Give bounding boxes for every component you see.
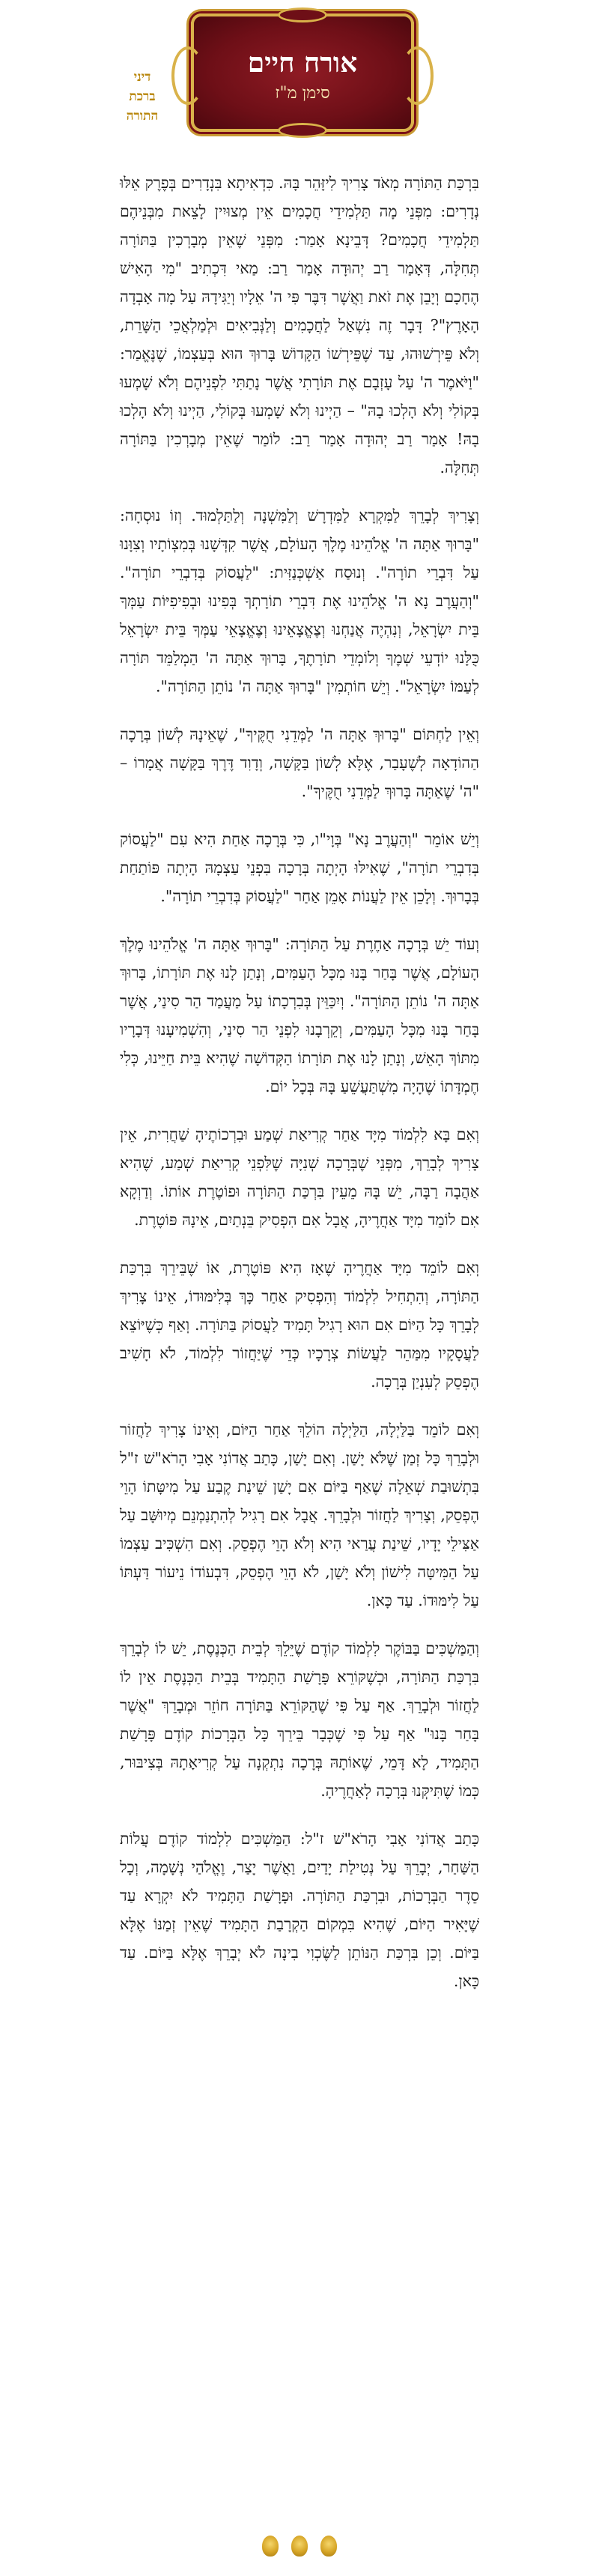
banner-ornament-top [278,7,327,22]
paragraph: בִּרְכַּת הַתּוֹרָה מְאֹד צָרִיךְ לִיזָּהֵר בָּהּ. כִּדְאִיתָא בִּנְדָרִים בְּפֶרֶק אֵלּוּ נְדָרִים: מִפְּנֵי מָה תַּלְמִידֵי חֲכָמִים אֵין מְצוּיִין לָצֵאת מִבְּנֵיהֶם תַּלְמִידֵי חֲכָמִים? דְּבֵינָא אָמַר: מִפְּנֵי שֶׁאֵין מְבָרְכִין בַּתּוֹרָה תְּחִלָּה, דְּאָמַר רַב יְהוּדָה אָמַר רַב: מַאי דִּכְתִיב "מִי הָאִישׁ הֶחָכָם וְיָבֵן אֶת זֹאת וַאֲשֶׁר דִּבֶּר פִּי ה' אֵלָיו וְיַגִּידָהּ עַל מָה אָבְדָה הָאָרֶץ"? דָּבָר זֶה נִשְׁאַל לַחֲכָמִים וְלַנְּבִיאִים וּלְמַלְאֲכֵי הַשָּׁרֵת, וְלֹא פֵּירְשׁוּהוּ, עַד שֶׁפֵּירְשׁוֹ הַקָּדוֹשׁ בָּרוּךְ הוּא בְּעַצְמוֹ, שֶׁנֶּאֱמַר: "וַיֹּאמֶר ה' עַל עָזְבָם אֶת תּוֹרָתִי אֲשֶׁר נָתַתִּי לִפְנֵיהֶם וְלֹא שָׁמְעוּ בְּקוֹלִי וְלֹא הָלְכוּ בָהּ" – הַיְינוּ וְלֹא שָׁמְעוּ בְּקוֹלִי, הַיְינוּ וְלֹא הָלְכוּ בָהּ! אָמַר רַב יְהוּדָה אָמַר רַב: לוֹמַר שֶׁאֵין מְבָרְכִין בַּתּוֹרָה תְּחִלָּה. [120,174,479,477]
section-label-line: התורה [126,109,159,124]
banner-ornament-bottom [278,123,327,138]
section-label-line: ברכת [129,89,156,104]
paragraph: וְאִם לוֹמֵד מִיָּד אַחֲרֶיהָ שֶׁאָז הִיא פּוֹטֶרֶת, אוֹ שֶׁבֵּירֵךְ בִּרְכַּת הַתּוֹרָה, וְהִתְחִיל לִלְמוֹד וְהִפְסִיק אַחַר כָּךְ בְּלִימּוּדוֹ, אֵינוֹ צָרִיךְ לְבָרֵךְ כָּל הַיּוֹם אִם הוּא רָגִיל תָּמִיד לַעֲסוֹק בַּתּוֹרָה. וְאַף כְּשֶׁיּוֹצֵא לַעֲסָקָיו מִמַּהֵר לַעֲשׂוֹת צְרָכָיו כְּדֵי שֶׁיַּחֲזוֹר לִלְמוֹד, לֹא חָשִׁיב הֶפְסֵק לְעִנְיַן בְּרָכָה. [120,1259,479,1391]
main-text [120,169,479,2015]
page-title: אורח חיים [247,47,358,79]
paragraph: וְצָרִיךְ לְבָרֵךְ לַמִּקְרָא לַמִּדְרָשׁ וְלַמִּשְׁנָה וְלַתַּלְמוּד. וְזוֹ נוּסְחָה: "בָּרוּךְ אַתָּה ה' אֱלֹהֵינוּ מֶלֶךְ הָעוֹלָם, אֲשֶׁר קִדְּשָׁנוּ בְּמִצְוֹתָיו וְצִוָּנוּ עַל דִּבְרֵי תוֹרָה". וְנוּסַח אַשְׁכְּנַזִּית: "לַעֲסוֹק בְּדִבְרֵי תוֹרָה". "וְהַעֲרֶב נָא ה' אֱלֹהֵינוּ אֶת דִּבְרֵי תוֹרָתְךָ בְּפִינוּ וּבְפִיפִיּוֹת עַמְּךָ בֵּית יִשְׂרָאֵל, וְנִהְיֶה אֲנַחְנוּ וְצֶאֱצָאֵינוּ וְצֶאֱצָאֵי עַמְּךָ בֵּית יִשְׂרָאֵל כֻּלָּנוּ יוֹדְעֵי שְׁמֶךָ וְלוֹמְדֵי תוֹרָתֶךָ, בָּרוּךְ אַתָּה ה' הַמְלַמֵּד תּוֹרָה לְעַמּוֹ יִשְׂרָאֵל". וְיֵשׁ חוֹתְמִין "בָּרוּךְ אַתָּה ה' נוֹתֵן הַתּוֹרָה". [120,507,479,695]
page-header [0,0,599,172]
section-label [112,67,172,126]
paragraph: כָּתַב אֲדוֹנִי אָבִי הָרֹא"שׁ ז"ל: הַמַּשְׁכִּים לִלְמוֹד קוֹדֶם עֲלוֹת הַשַּׁחַר, יְבָרֵךְ עַל נְטִילַת יָדַיִם, וַאֲשֶׁר יָצַר, וֶאֱלֹהַי נְשָׁמָה, וְכָל סֵדֶר הַבְּרָכוֹת, וּבִרְכַּת הַתּוֹרָה. וּפָרָשַׁת הַתָּמִיד לֹא יִקְרָא עַד שֶׁיָּאִיר הַיּוֹם, שֶׁהִיא בִּמְקוֹם הַקְרָבַת הַתָּמִיד שֶׁאֵין זְמַנּוֹ אֶלָּא בַּיּוֹם. וְכֵן בִּרְכַּת הַנּוֹתֵן לַשֶּׂכְוִי בִינָה לֹא יְבָרֵךְ אֶלָּא בַּיּוֹם. עַד כָּאן. [120,1830,479,1990]
paragraph: וְעוֹד יֵשׁ בְּרָכָה אַחֶרֶת עַל הַתּוֹרָה: "בָּרוּךְ אַתָּה ה' אֱלֹהֵינוּ מֶלֶךְ הָעוֹלָם, אֲשֶׁר בָּחַר בָּנוּ מִכָּל הָעַמִּים, וְנָתַן לָנוּ אֶת תּוֹרָתוֹ, בָּרוּךְ אַתָּה ה' נוֹתֵן הַתּוֹרָה". וְיִכַּוֵּין בְּבִרְכָתוֹ עַל מַעֲמַד הַר סִינַי, אֲשֶׁר בָּחַר בָּנוּ מִכָּל הָעַמִּים, וְקֵרְבָנוּ לִפְנֵי הַר סִינַי, וְהִשְׁמִיעָנוּ דְּבָרָיו מִתּוֹךְ הָאֵשׁ, וְנָתַן לָנוּ אֶת תּוֹרָתוֹ הַקְּדוֹשָׁה שֶׁהִיא בֵּית חַיֵּינוּ, כְּלִי חֶמְדָּתוֹ שֶׁהָיָה מִשְׁתַּעֲשֵׁעַ בָּהּ בְּכָל יוֹם. [120,935,479,1095]
paragraph: וְאִם לוֹמֵד בַּלַּיְלָה, הַלַּיְלָה הוֹלֵךְ אַחַר הַיּוֹם, וְאֵינוֹ צָרִיךְ לַחֲזוֹר וּלְבָרֵךְ כָּל זְמַן שֶׁלֹּא יָשַׁן. וְאִם יָשַׁן, כָּתַב אֲדוֹנִי אָבִי הָרֹא"שׁ ז"ל בִּתְשׁוּבַת שְׁאֵלָה שֶׁאַף בַּיּוֹם אִם יָשַׁן שֵׁינַת קֶבַע עַל מִיטָּתוֹ הָוֵי הֶפְסֵק, וְצָרִיךְ לַחֲזוֹר וּלְבָרֵךְ. אֲבָל אִם רָגִיל לְהִתְנַמְנֵם מְיוּשָּׁב עַל אַצִּילֵי יָדָיו, שֵׁינַת עֲרַאי הִיא וְלֹא הָוֵי הֶפְסֵק. וְאִם הִשְׁכִּיב עַצְמוֹ עַל הַמִּיטָּה לִישׁוֹן וְלֹא יָשַׁן, לֹא הָוֵי הֶפְסֵק, דִּבְעוֹדוֹ נֵיעוֹר דַּעְתּוֹ עַל לִימּוּדוֹ. עַד כָּאן. [120,1421,479,1609]
gold-ornament-icon [262,2536,279,2557]
paragraph: וְאִם בָּא לִלְמוֹד מִיָּד אַחַר קְרִיאַת שְׁמַע וּבִרְכוֹתֶיהָ שַׁחֲרִית, אֵין צָרִיךְ לְבָרֵךְ, מִפְּנֵי שֶׁבְּרָכָה שְׁנִיָּה שֶׁלִּפְנֵי קְרִיאַת שְׁמַע, שֶׁהִיא אַהֲבָה רַבָּה, יֵשׁ בָּהּ מֵעֵין בִּרְכַּת הַתּוֹרָה וּפוֹטֶרֶת אוֹתוֹ. וְדַוְקָא אִם לוֹמֵד מִיָּד אַחֲרֶיהָ, אֲבָל אִם הִפְסִיק בֵּנְתַיִם, אֵינָהּ פּוֹטֶרֶת. [120,1125,479,1229]
gold-ornament-icon [291,2536,308,2557]
page-subtitle: סימן מ"ז [275,84,330,103]
title-banner [191,13,414,132]
paragraph: וְיֵשׁ אוֹמֵר "וְהַעֲרֶב נָא" בְּוָי"ו, כִּי בְּרָכָה אַחַת הִיא עִם "לַעֲסוֹק בְּדִבְרֵי תוֹרָה", שֶׁאִילּוּ הָיְתָה בְּרָכָה בִּפְנֵי עַצְמָהּ הָיְתָה פּוֹתַחַת בְּבָרוּךְ. וְלָכֵן אֵין לַעֲנוֹת אָמֵן אַחַר "לַעֲסוֹק בְּדִבְרֵי תוֹרָה". [120,830,479,905]
paragraph: וְאֵין לַחְתּוֹם "בָּרוּךְ אַתָּה ה' לַמְּדֵנִי חֻקֶּיךָ", שֶׁאֵינָהּ לְשׁוֹן בְּרָכָה הַהוֹדָאָה לְשֶׁעָבַר, אֶלָּא לְשׁוֹן בַּקָּשָׁה, וְדָוִד דֶּרֶךְ בַּקָּשָׁה אֲמָרוֹ – "ה' שֶׁאַתָּה בָּרוּךְ לַמְּדֵנִי חֻקֶּיךָ". [120,725,479,800]
footer-ornaments [0,2536,599,2560]
section-label-line: דיני [133,70,151,85]
paragraph: וְהַמַּשְׁכִּים בַּבּוֹקֶר לִלְמוֹד קוֹדֶם שֶׁיֵּלֵךְ לְבֵית הַכְּנֶסֶת, יֵשׁ לוֹ לְבָרֵךְ בִּרְכַּת הַתּוֹרָה, וּכְשֶׁקּוֹרֵא פָּרָשַׁת הַתָּמִיד בְּבֵית הַכְּנֶסֶת אֵין לוֹ לַחֲזוֹר וּלְבָרֵךְ. אַף עַל פִּי שֶׁהַקּוֹרֵא בַּתּוֹרָה חוֹזֵר וּמְבָרֵךְ "אֲשֶׁר בָּחַר בָּנוּ" אַף עַל פִּי שֶׁכְּבָר בֵּירֵךְ כָּל הַבְּרָכוֹת קוֹדֶם פָּרָשַׁת הַתָּמִיד, לָא דָּמֵי, שֶׁאוֹתָהּ בְּרָכָה נִתְקְנָה עַל קְרִיאָתָהּ בְּצִיבּוּר, כְּמוֹ שֶׁתִּיקְּנוּ בְּרָכָה לְאַחֲרֶיהָ. [120,1639,479,1800]
gold-ornament-icon [320,2536,337,2557]
